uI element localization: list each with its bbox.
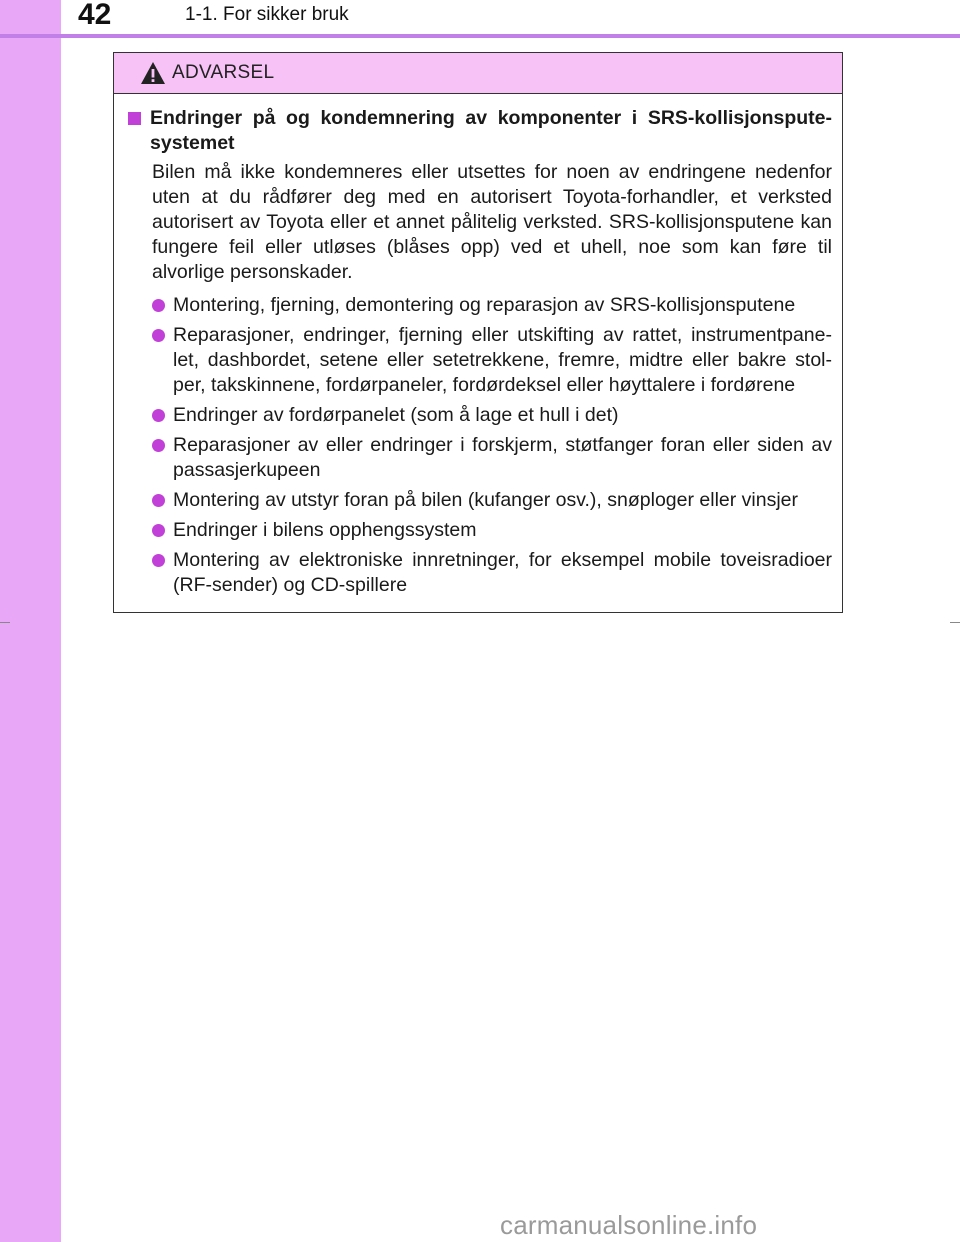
section-title: 1-1. For sikker bruk xyxy=(185,4,349,25)
list-item-text: Reparasjoner av eller endringer i forskjerm, støtfanger foran eller siden av passasjerkupeen xyxy=(173,434,832,481)
warning-title: ADVARSEL xyxy=(172,62,275,83)
warning-header xyxy=(114,53,842,94)
bullet-dot-icon xyxy=(152,554,165,567)
subheading-text: Endringer på og kondemnering av komponenter i SRS-kollisjonspute-systemet xyxy=(150,107,832,154)
warning-box xyxy=(113,52,843,613)
warning-list xyxy=(152,293,832,598)
crop-mark-left xyxy=(0,622,10,623)
crop-mark-right xyxy=(950,622,960,623)
list-item-text: Montering av elektroniske innretninger, for eksempel mobile toveisradioer (RF-sender) og CD-spillere xyxy=(173,549,832,596)
list-item xyxy=(152,293,832,318)
bullet-dot-icon xyxy=(152,439,165,452)
list-item-text: Endringer i bilens opphengssystem xyxy=(173,519,477,541)
list-item xyxy=(152,323,832,398)
list-item xyxy=(152,488,832,513)
list-item-text: Montering av utstyr foran på bilen (kufanger osv.), snøploger eller vinsjer xyxy=(173,489,799,511)
header-rule xyxy=(0,34,960,38)
list-item-text: Endringer av fordørpanelet (som å lage et hull i det) xyxy=(173,404,619,426)
bullet-dot-icon xyxy=(152,299,165,312)
bullet-dot-icon xyxy=(152,524,165,537)
watermark-link[interactable]: carmanualsonline.info xyxy=(500,1210,758,1240)
warning-body xyxy=(114,94,842,598)
list-item-text: Montering, fjerning, demontering og reparasjon av SRS-kollisjonsputene xyxy=(173,294,796,316)
list-item xyxy=(152,548,832,598)
bullet-dot-icon xyxy=(152,494,165,507)
list-item xyxy=(152,518,832,543)
warning-intro-paragraph: Bilen må ikke kondemneres eller utsettes for noen av endringene nedenfor uten at du rådfører deg med en autorisert Toyota-forhandler, et verksted autorisert av Toyota eller et annet pålitelig verksted. SRS-kollisjonsputene kan fungere feil eller utløses (blåses opp) ved et uhell, noe som kan føre til alvorlige personskader. xyxy=(152,161,832,283)
square-bullet-icon xyxy=(128,112,141,125)
page-number: 42 xyxy=(78,0,112,31)
left-margin-strip xyxy=(0,0,61,1242)
warning-triangle-icon xyxy=(140,61,166,85)
list-item xyxy=(152,403,832,428)
bullet-dot-icon xyxy=(152,409,165,422)
bullet-dot-icon xyxy=(152,329,165,342)
warning-subheading xyxy=(128,106,832,156)
list-item-text: Reparasjoner, endringer, fjerning eller utskifting av rattet, instrumentpane-let, dashbordet, setene eller setetrekkene, fremre, midtre eller bakre stol-per, takskinnene, fordørpaneler, fordørdeksel eller høyttalere i fordørene xyxy=(173,324,832,396)
list-item xyxy=(152,433,832,483)
